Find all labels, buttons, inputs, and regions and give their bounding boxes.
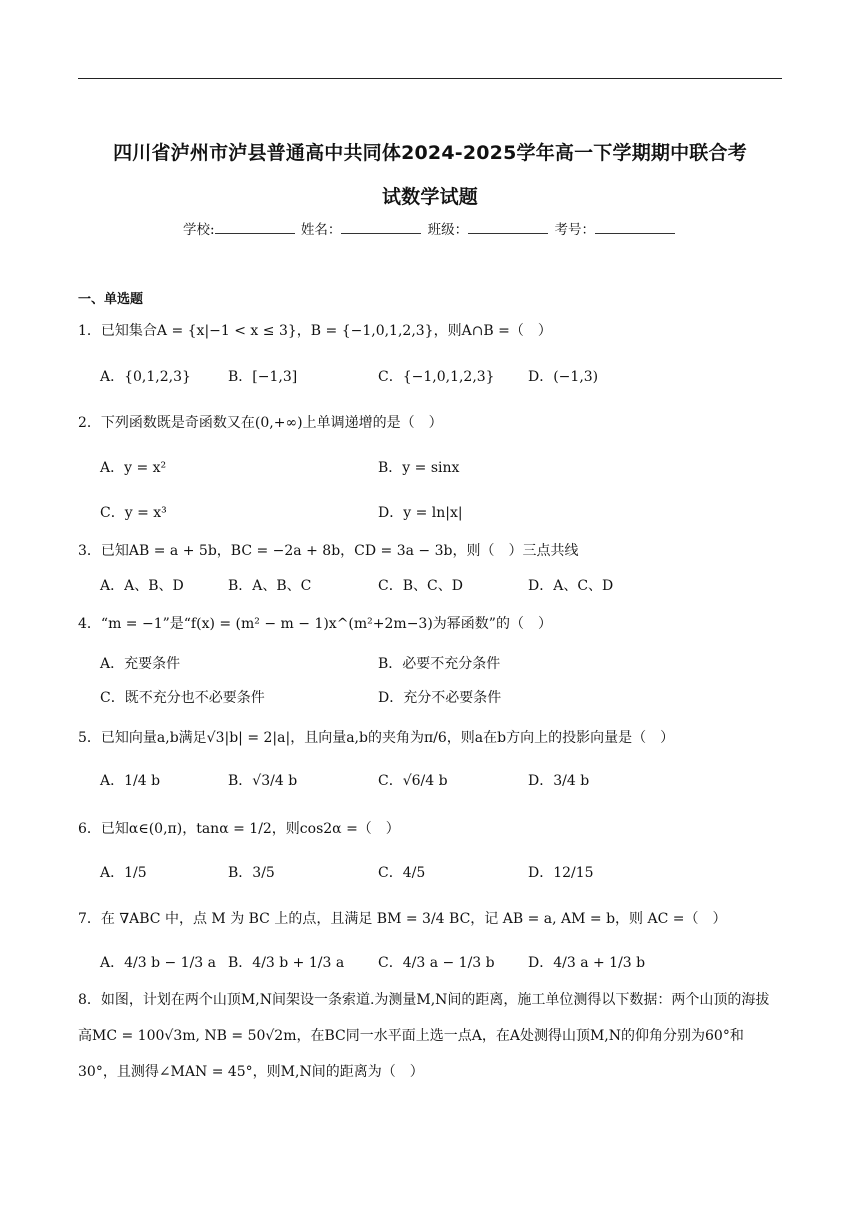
option-b[interactable]: B．3/5 — [228, 865, 275, 881]
option-d[interactable]: D．充分不必要条件 — [378, 690, 502, 706]
option-c[interactable]: C．{−1,0,1,2,3} — [378, 369, 495, 385]
option-b[interactable]: B．√3/4 b — [228, 773, 298, 789]
option-b[interactable]: B．[−1,3] — [228, 369, 298, 385]
option-c[interactable]: C．B、C、D — [378, 578, 463, 594]
option-d[interactable]: D．(−1,3) — [528, 369, 599, 385]
top-rule — [78, 78, 782, 79]
question-6-stem: 6．已知α∈(0,π)，tanα = 1/2，则cos2α =（ ） — [78, 821, 400, 837]
option-d[interactable]: D．y = ln|x| — [378, 505, 463, 521]
option-d[interactable]: D．A、C、D — [528, 578, 614, 594]
class-field[interactable] — [468, 221, 548, 234]
option-b[interactable]: B．4/3 b + 1/3 a — [228, 955, 345, 971]
option-d[interactable]: D．12/15 — [528, 865, 594, 881]
option-c[interactable]: C．y = x³ — [100, 505, 167, 521]
class-label: 班级： — [427, 222, 469, 238]
school-field[interactable] — [215, 221, 295, 234]
question-7-stem: 7．在 ∇ABC 中，点 M 为 BC 上的点，且满足 BM = 3/4 BC，记 AB = a, AM = b，则 AC =（ ） — [78, 911, 727, 927]
option-c[interactable]: C．√6/4 b — [378, 773, 448, 789]
student-info-row — [0, 218, 860, 238]
section-title: 一、单选题 — [78, 292, 144, 307]
option-c[interactable]: C．4/3 a − 1/3 b — [378, 955, 495, 971]
name-label: 姓名： — [300, 222, 342, 238]
option-a[interactable]: A．1/5 — [100, 865, 147, 881]
option-b[interactable]: B．y = sinx — [378, 460, 460, 476]
question-1-stem: 1．已知集合A = {x|−1 < x ≤ 3}，B = {−1,0,1,2,3}，则A∩B =（ ） — [78, 323, 552, 339]
name-field[interactable] — [341, 221, 421, 234]
option-c[interactable]: C．既不充分也不必要条件 — [100, 690, 265, 706]
option-b[interactable]: B．A、B、C — [228, 578, 312, 594]
question-4-stem: 4．“m = −1”是“f(x) = (m² − m − 1)x^(m²+2m−3)为幂函数”的（ ） — [78, 616, 552, 632]
option-a[interactable]: A．1/4 b — [100, 773, 161, 789]
option-d[interactable]: D．4/3 a + 1/3 b — [528, 955, 646, 971]
question-2-stem: 2．下列函数既是奇函数又在(0,+∞)上单调递增的是（ ） — [78, 415, 443, 431]
option-a[interactable]: A．A、B、D — [100, 578, 184, 594]
school-label: 学校: — [183, 222, 215, 238]
option-a[interactable]: A．充要条件 — [100, 656, 181, 672]
option-c[interactable]: C．4/5 — [378, 865, 426, 881]
option-d[interactable]: D．3/4 b — [528, 773, 590, 789]
question-8-stem: 8．如图，计划在两个山顶M,N间架设一条索道.为测量M,N间的距离，施工单位测得以下数据：两个山顶的海拔高MC = 100√3m, NB = 50√2m，在BC同一水平面上选一点A，在A处测得山顶M,N的仰角分别为60°和30°，且测得∠MAN = 45°，则M,N间的距离为（ ） — [78, 992, 770, 1080]
question-3-stem: 3．已知AB = a + 5b，BC = −2a + 8b，CD = 3a − 3b，则（ ）三点共线 — [78, 543, 579, 559]
option-a[interactable]: A．{0,1,2,3} — [100, 369, 191, 385]
exam-no-field[interactable] — [595, 221, 675, 234]
question-5-stem: 5．已知向量a,b满足√3|b| = 2|a|，且向量a,b的夹角为π/6，则a在b方向上的投影向量是（ ） — [78, 730, 675, 746]
option-a[interactable]: A．y = x² — [100, 460, 167, 476]
option-b[interactable]: B．必要不充分条件 — [378, 656, 501, 672]
exam-title-line1: 四川省泸州市泸县普通高中共同体2024-2025学年高一下学期期中联合考 — [113, 142, 747, 164]
option-a[interactable]: A．4/3 b − 1/3 a — [100, 955, 217, 971]
exam-no-label: 考号： — [554, 222, 595, 238]
exam-title-line2: 试数学试题 — [381, 186, 478, 208]
